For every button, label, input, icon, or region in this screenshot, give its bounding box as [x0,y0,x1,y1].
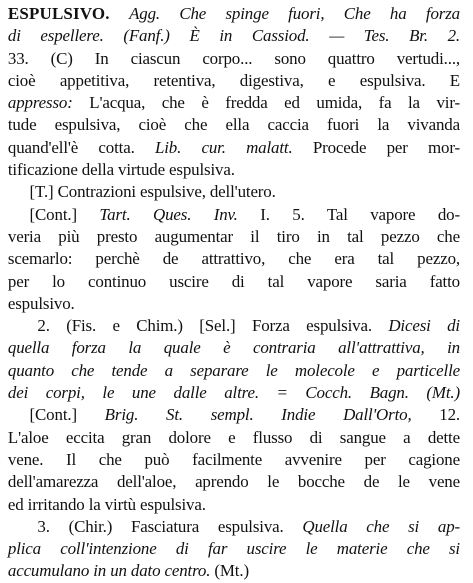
line-segment: L'aloe eccita gran dolore e flusso di sangue a dette [7,427,460,447]
line-segment: 12. [411,405,460,425]
line-segment: Tart. Ques. Inv. [99,204,238,224]
entry-line [8,137,460,159]
line-segment: Agg. Che spinge fuori, Che ha forza [129,4,460,23]
entry-line [8,516,460,538]
line-segment: I. 5. Tal vapore do- [237,204,460,224]
line-segment: Dicesi di [388,316,460,336]
entry-line [8,427,460,449]
entry-line [8,271,460,293]
entry-line [8,404,460,426]
line-segment: scemarlo: perchè de attrattivo, che era tal pezzo, [7,249,460,269]
line-segment: [Cont.] [29,204,100,224]
entry-line [8,248,460,270]
entry-line [8,204,460,226]
entry-line [8,226,460,248]
entry-line [8,70,460,92]
line-segment: per lo continuo uscire di tal vapore saria fatto [7,271,460,291]
line-segment: tude espulsiva, cioè che ella caccia fuori la vivanda [7,115,460,135]
line-segment: Lib. cur. malatt. [154,137,293,157]
line-segment: espulsivo. [7,293,75,313]
entry-line [8,159,460,181]
entry-line [8,315,460,337]
line-segment: di espellere. (Fanf.) È in Cassiod. — Tes. Br. 2. [7,26,460,46]
line-segment: vene. Il che può facilmente avvenire per cagione [7,449,460,469]
line-segment: dei corpi, le une dalle altre. = Cocch. Bagn. (Mt.) [7,383,460,403]
line-segment: 3. (Chir.) Fasciatura espulsiva. [37,516,303,536]
line-segment: cioè appetitiva, retentiva, digestiva, e espulsiva. E [7,70,460,90]
line-segment: appresso: [7,93,73,113]
entry-line [8,360,460,382]
line-segment: 33. (C) In ciascun corpo... sono quattro vertudi..., [7,48,460,68]
entry-line [8,538,460,560]
entry-line [8,494,460,516]
entry-line [8,449,460,471]
entry-line [8,471,460,493]
entry-line [8,382,460,404]
line-segment: veria più presto augumentar il tiro in tal pezzo che [7,226,460,246]
line-segment: [T.] Contrazioni espulsive, dell'utero. [29,182,276,202]
line-segment: [Cont.] [29,405,105,425]
entry-line [8,337,460,359]
entry-line [8,560,460,582]
line-segment: accumulano in un dato centro. [7,561,211,581]
entry-line [8,3,460,25]
entry-line [8,181,460,203]
line-segment: plica coll'intenzione di far uscire le materie che si [7,539,460,559]
line-segment: Brig. St. sempl. Indie Dall'Orto, [104,405,412,425]
entry-line [8,293,460,315]
line-segment: Procede per mor- [292,137,461,157]
line-segment: L'acqua, che è fredda ed umida, fa la vir- [72,93,460,113]
line-segment: quand'ell'è cotta. [7,137,155,157]
entry-line [8,25,460,47]
line-segment: (Mt.) [210,561,249,581]
headword: ESPULSIVO. [7,4,110,23]
line-segment: quella forza la quale è contraria all'attrattiva, in [7,338,460,358]
entry-line [8,114,460,136]
line-segment: Quella che si ap- [302,516,460,536]
line-segment: 2. (Fis. e Chim.) [Sel.] Forza espulsiva. [37,316,389,336]
line-segment: tificazione della virtude espulsiva. [7,160,235,180]
line-segment: ed irritando la virtù espulsiva. [7,494,206,514]
entry-line [8,92,460,114]
line-segment: quanto che tende a separare le molecole e particelle [7,360,460,380]
entry-line [8,48,460,70]
line-segment: dell'amarezza dell'aloe, aprendo le bocche de le vene [7,472,460,492]
entry-body [8,25,460,582]
